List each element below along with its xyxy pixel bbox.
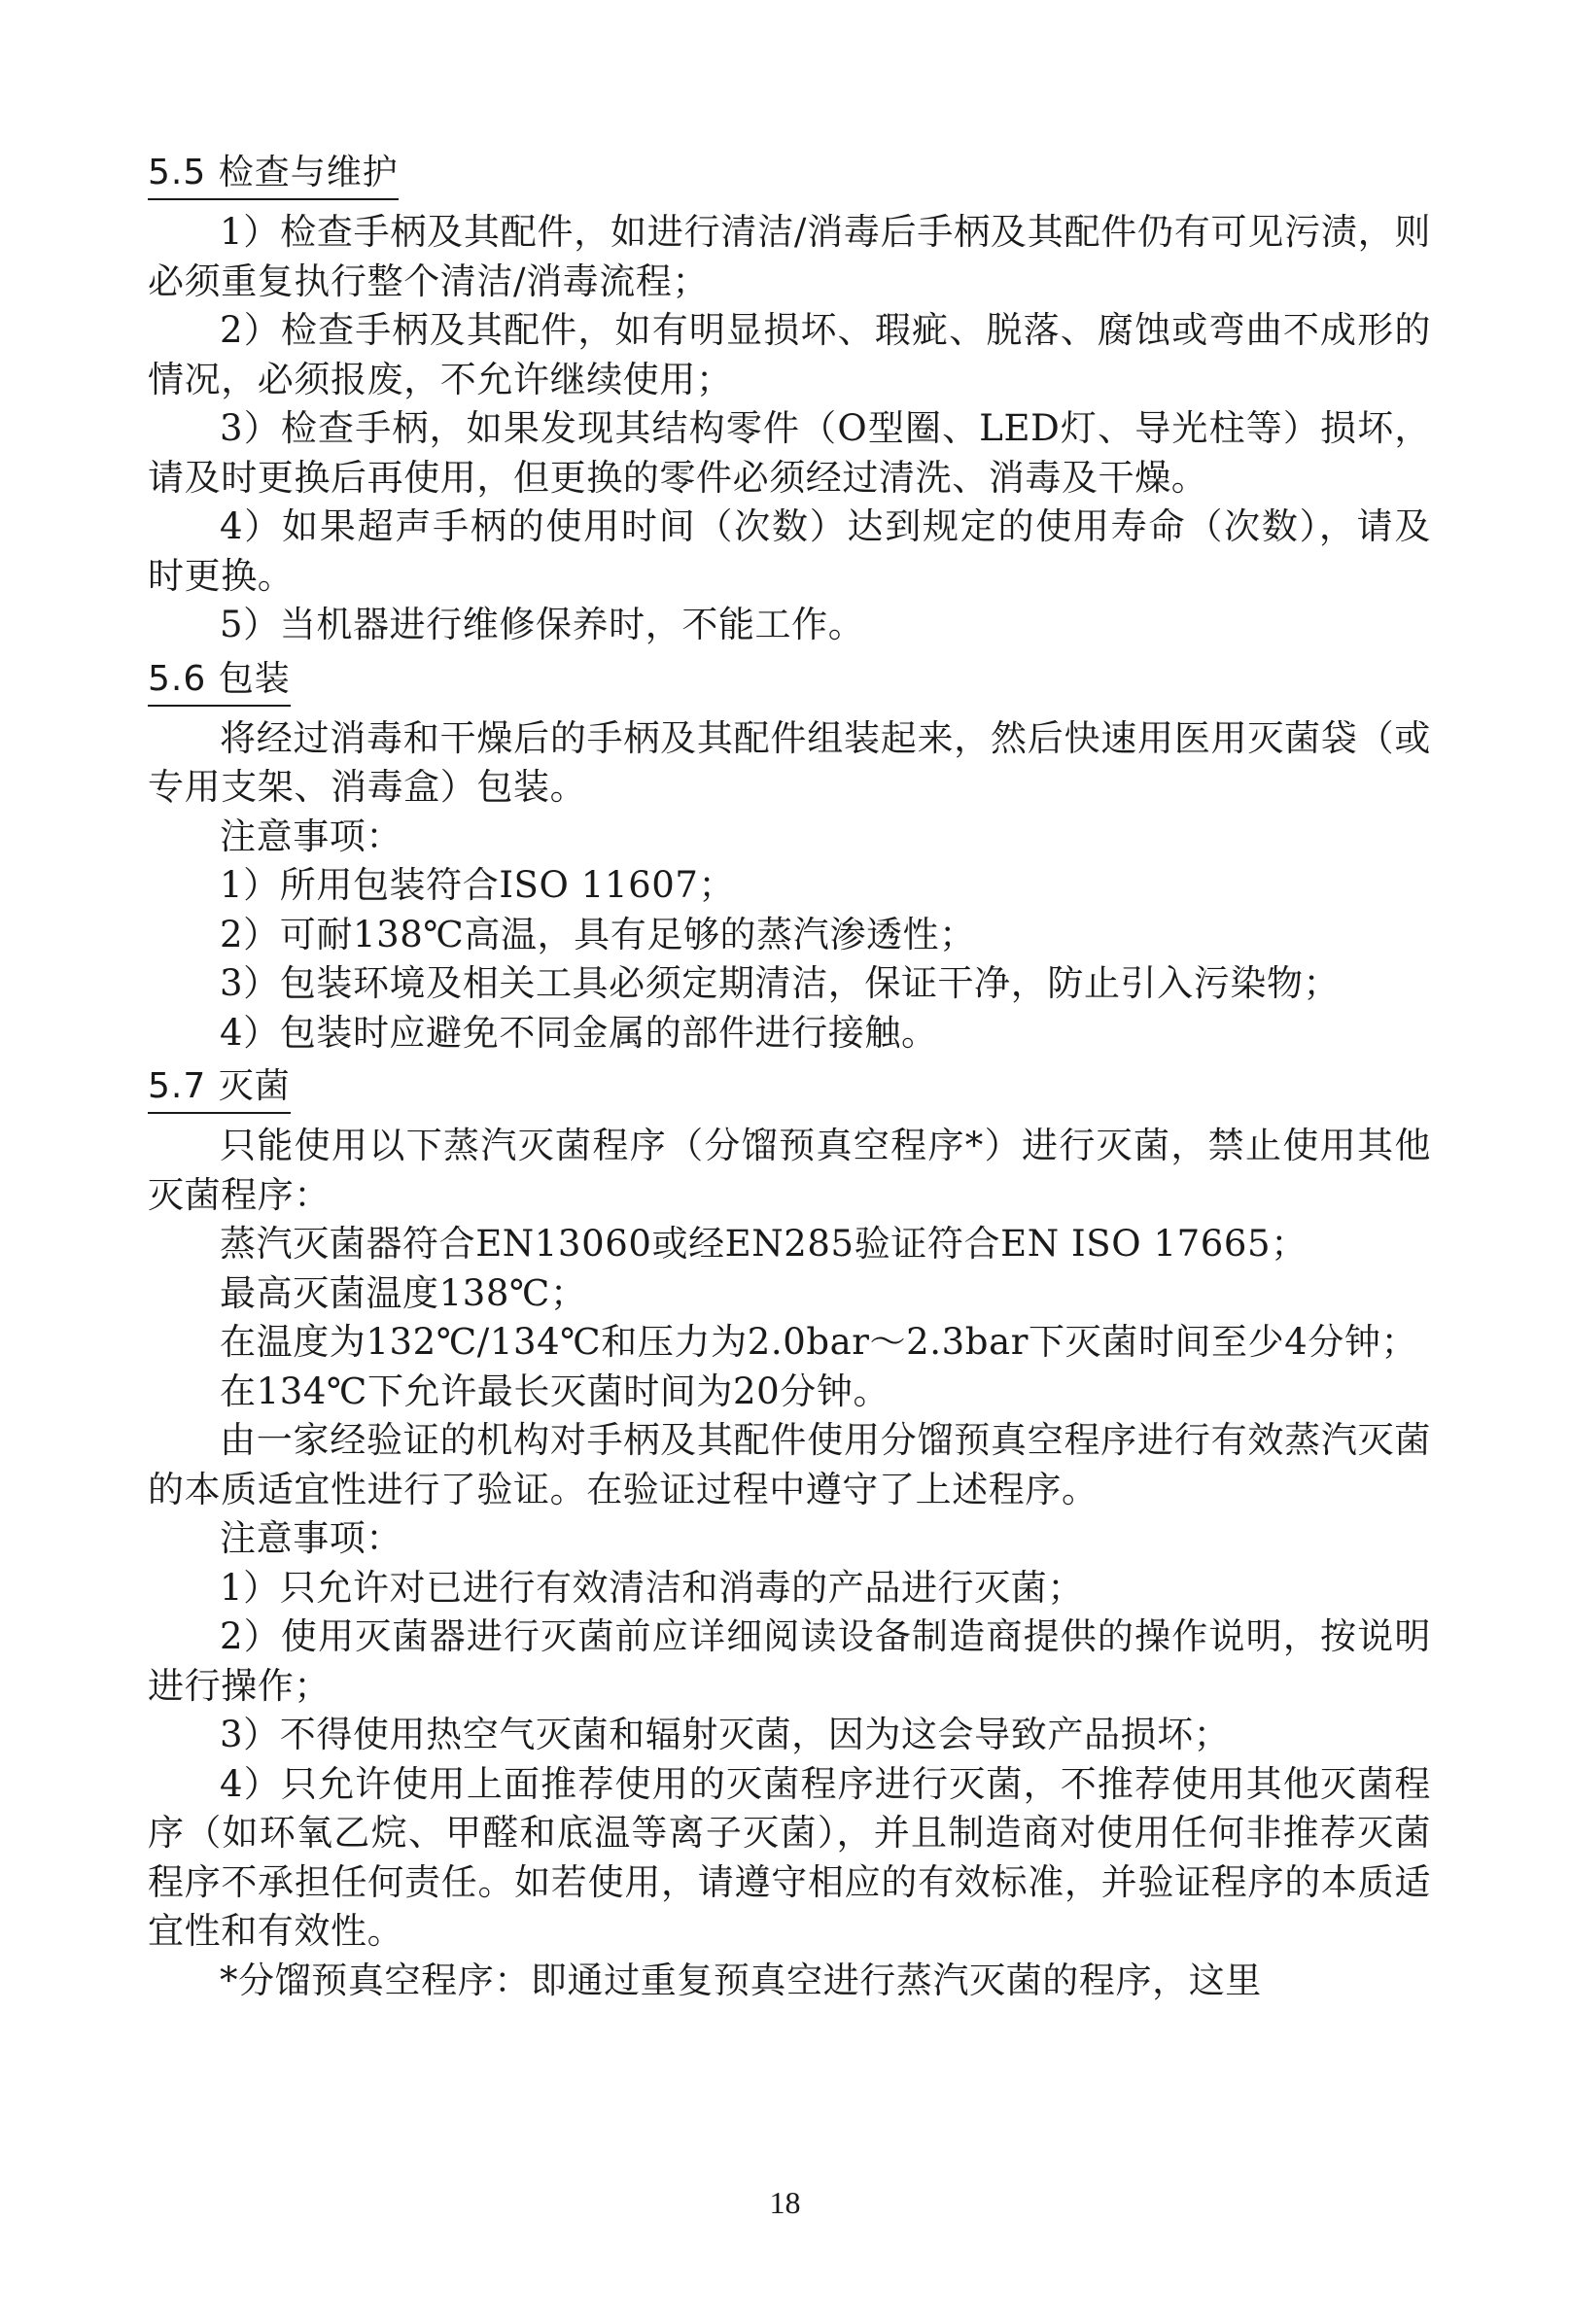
paragraph: *分馏预真空程序：即通过重复预真空进行蒸汽灭菌的程序，这里: [220, 1959, 1262, 2001]
paragraph: 蒸汽灭菌器符合EN13060或经EN285验证符合EN ISO 17665；: [220, 1223, 1308, 1265]
paragraph: 只能使用以下蒸汽灭菌程序（分馏预真空程序*）进行灭菌，禁止使用其他灭菌程序：: [148, 1125, 1431, 1216]
paragraph: 3）检查手柄，如果发现其结构零件（O型圈、LED灯、导光柱等）损坏，请及时更换后再使用，但更换的零件必须经过清洗、消毒及干燥。: [148, 407, 1431, 499]
paragraph: 在温度为132℃/134℃和压力为2.0bar～2.3bar下灭菌时间至少4分钟；: [220, 1321, 1418, 1363]
section-heading-5-5: 5.5 检查与维护: [148, 150, 399, 200]
paragraph: 注意事项：: [220, 1517, 402, 1559]
paragraph: 4）如果超声手柄的使用时间（次数）达到规定的使用寿命（次数），请及时更换。: [148, 505, 1431, 597]
section-heading-5-6: 5.6 包装: [148, 656, 291, 707]
paragraph: 4）包装时应避免不同金属的部件进行接触。: [220, 1011, 938, 1054]
paragraph: 4）只允许使用上面推荐使用的灭菌程序进行灭菌，不推荐使用其他灭菌程序（如环氧乙烷、甲醛和底温等离子灭菌），并且制造商对使用任何非推荐灭菌程序不承担任何责任。如若使用，请遵守相应的有效标准，并验证程序的本质适宜性和有效性。: [148, 1762, 1431, 1952]
paragraph: 由一家经验证的机构对手柄及其配件使用分馏预真空程序进行有效蒸汽灭菌的本质适宜性进行了验证。在验证过程中遵守了上述程序。: [148, 1419, 1431, 1510]
paragraph: 2）使用灭菌器进行灭菌前应详细阅读设备制造商提供的操作说明，按说明进行操作；: [148, 1615, 1431, 1707]
document-body: [148, 144, 1431, 2005]
paragraph: 3）不得使用热空气灭菌和辐射灭菌，因为这会导致产品损坏；: [220, 1714, 1231, 1755]
paragraph: 3）包装环境及相关工具必须定期清洁，保证干净，防止引入污染物；: [220, 962, 1341, 1004]
paragraph: 1）检查手柄及其配件，如进行清洁/消毒后手柄及其配件仍有可见污渍，则必须重复执行整个清洁/消毒流程；: [148, 211, 1431, 302]
paragraph: 在134℃下允许最长灭菌时间为20分钟。: [220, 1370, 890, 1412]
paragraph: 1）所用包装符合ISO 11607；: [220, 864, 736, 906]
paragraph: 2）检查手柄及其配件，如有明显损坏、瑕疵、脱落、腐蚀或弯曲不成形的情况，必须报废，不允许继续使用；: [148, 309, 1431, 400]
paragraph: 2）可耐138℃高温，具有足够的蒸汽渗透性；: [220, 913, 976, 955]
paragraph: 5）当机器进行维修保养时，不能工作。: [220, 604, 865, 645]
paragraph: 1）只允许对已进行有效清洁和消毒的产品进行灭菌；: [220, 1566, 1084, 1609]
paragraph: 注意事项：: [220, 815, 402, 857]
page-number: 18: [769, 2185, 801, 2220]
section-heading-5-7: 5.7 灭菌: [148, 1063, 291, 1114]
paragraph: 最高灭菌温度138℃；: [220, 1271, 587, 1314]
paragraph: 将经过消毒和干燥后的手柄及其配件组装起来，然后快速用医用灭菌袋（或专用支架、消毒盒）包装。: [148, 716, 1431, 808]
